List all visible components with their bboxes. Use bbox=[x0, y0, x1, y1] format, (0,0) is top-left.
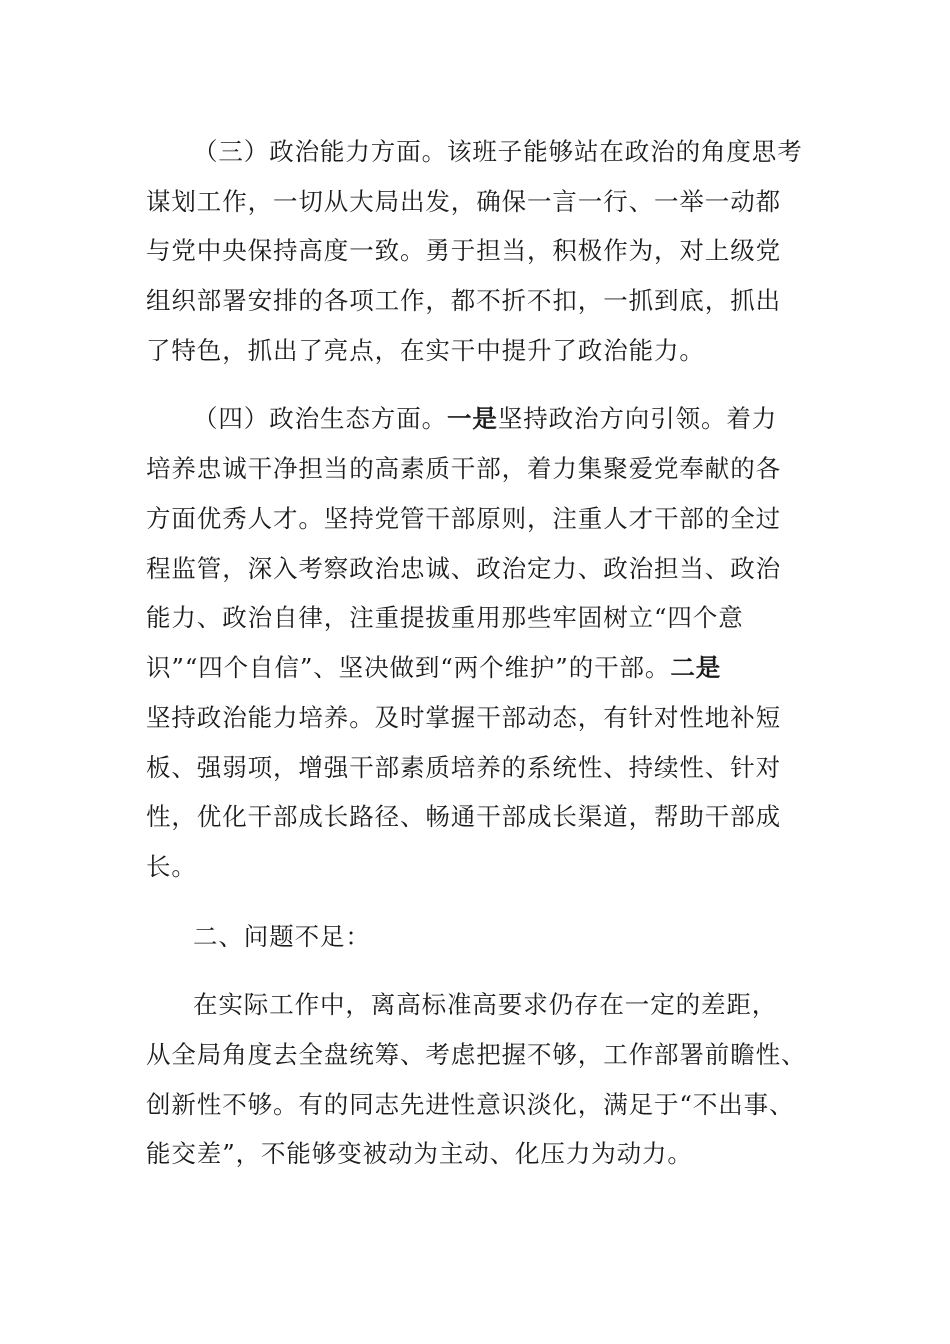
paragraph-4-line-1 bbox=[193, 399, 893, 439]
paragraph-3-line-3: 与党中央保持高度一致。勇于担当，积极作为，对上级党 bbox=[146, 236, 781, 265]
paragraph-3-line-5: 了特色，抓出了亮点，在实干中提升了政治能力。 bbox=[146, 336, 705, 365]
paragraph-3-line-2: 谋划工作，一切从大局出发，确保一言一行、一举一动都 bbox=[146, 187, 781, 216]
paragraph-3-line-4: 组织部署安排的各项工作，都不折不扣，一抓到底，抓出 bbox=[146, 286, 781, 315]
paragraph-4-line-5: 能力、政治自律，注重提拔重用那些牢固树立“四个意 bbox=[146, 603, 744, 632]
problems-line-1: 在实际工作中，离高标准高要求仍存在一定的差距， bbox=[193, 990, 778, 1019]
paragraph-4-line-4: 程监管，深入考察政治忠诚、政治定力、政治担当、政治 bbox=[146, 554, 781, 583]
problems-line-3: 创新性不够。有的同志先进性意识淡化，满足于“不出事、 bbox=[146, 1090, 795, 1119]
paragraph-4-line-6 bbox=[146, 648, 846, 688]
paragraph-4-line-9: 性，优化干部成长路径、畅通干部成长渠道，帮助干部成 bbox=[146, 802, 781, 831]
problems-line-2: 从全局角度去全盘统筹、考虑把握不够，工作部署前瞻性、 bbox=[146, 1040, 807, 1069]
paragraph-4-line-7: 坚持政治能力培养。及时掌握干部动态，有针对性地补短 bbox=[146, 703, 781, 732]
point-one-marker: 一是 bbox=[447, 404, 498, 433]
paragraph-4-line-3: 方面优秀人才。坚持党管干部原则，注重人才干部的全过 bbox=[146, 504, 781, 533]
point-one-text: 坚持政治方向引领。着力 bbox=[497, 404, 778, 433]
point-two-marker: 二是 bbox=[670, 653, 722, 682]
paragraph-4-line-6-text: 识”“四个自信”、坚决做到“两个维护”的干部。 bbox=[146, 653, 671, 682]
paragraph-4-line-2: 培养忠诚干净担当的高素质干部，着力集聚爱党奉献的各 bbox=[146, 454, 781, 483]
paragraph-4-heading: （四）政治生态方面。 bbox=[193, 404, 447, 433]
paragraph-4-line-10: 长。 bbox=[146, 852, 197, 881]
paragraph-4-line-8: 板、强弱项，增强干部素质培养的系统性、持续性、针对 bbox=[146, 753, 781, 782]
problems-line-4: 能交差”，不能够变被动为主动、化压力为动力。 bbox=[146, 1139, 693, 1168]
section-2-heading: 二、问题不足： bbox=[193, 922, 371, 951]
paragraph-3-line-1: （三）政治能力方面。该班子能够站在政治的角度思考 bbox=[193, 137, 803, 166]
